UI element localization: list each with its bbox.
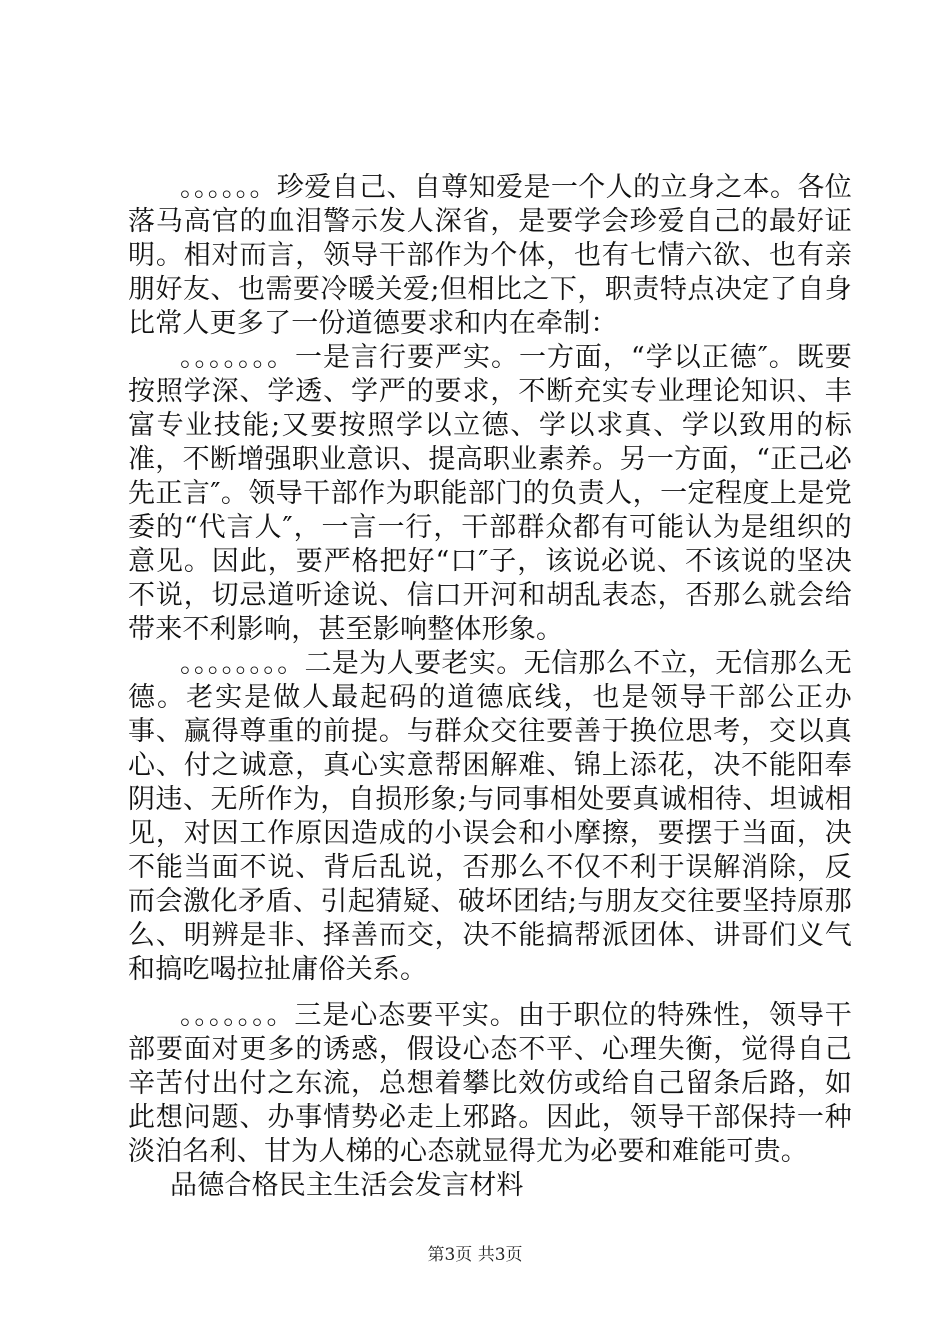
paragraph-intro: 。。。。。。珍爱自己、自尊知爱是一个人的立身之本。各位落马高官的血泪警示发人深省，是要学会珍爱自己的最好证明。相对而言，领导干部作为个体，也有七情六欲、也有亲朋好友、也需要冷暖关爱;但相比之下，职责特点决定了自身比常人更多了一份道德要求和内在牵制：	[128, 172, 852, 339]
paragraph-point-three: 。。。。。。。三是心态要平实。由于职位的特殊性，领导干部要面对更多的诱惑，假设心态不平、心理失衡，觉得自己辛苦付出付之东流，总想着攀比效仿或给自己留条后路，如此想问题、办事情势必走上邪路。因此，领导干部保持一种淡泊名利、甘为人梯的心态就显得尤为必要和难能可贵。	[128, 1000, 852, 1167]
page-footer: 第3页 共3页	[427, 1245, 523, 1265]
paragraph-point-one: 。。。。。。。一是言行要严实。一方面，“学以正德″。既要按照学深、学透、学严的要求，不断充实专业理论知识、丰富专业技能;又要按照学以立德、学以求真、学以致用的标准，不断增强职业意识、提高职业素养。另一方面，“正己必先正言″。领导干部作为职能部门的负责人，一定程度上是党委的“代言人″，一言一行，干部群众都有可能认为是组织的意见。因此，要严格把好“口″子，该说必说、不该说的坚决不说，切忌道听途说、信口开河和胡乱表态，否那么就会给带来不利影响，甚至影响整体形象。	[128, 342, 852, 645]
document-body	[128, 171, 852, 1203]
closing-title: 品德合格民主生活会发言材料	[170, 1170, 524, 1201]
paragraph-point-two: 。。。。。。。。二是为人要老实。无信那么不立，无信那么无德。老实是做人最起码的道德底线，也是领导干部公正办事、赢得尊重的前提。与群众交往要善于换位思考，交以真心、付之诚意，真心实意帮困解难、锦上添花，决不能阳奉阴违、无所作为，自损形象;与同事相处要真诚相待、坦诚相见，对因工作原因造成的小误会和小摩擦，要摆于当面，决不能当面不说、背后乱说，否那么不仅不利于误解消除，反而会激化矛盾、引起猜疑、破坏团结;与朋友交往要坚持原那么、明辨是非、择善而交，决不能搞帮派团体、讲哥们义气和搞吃喝拉扯庸俗关系。	[128, 648, 852, 985]
